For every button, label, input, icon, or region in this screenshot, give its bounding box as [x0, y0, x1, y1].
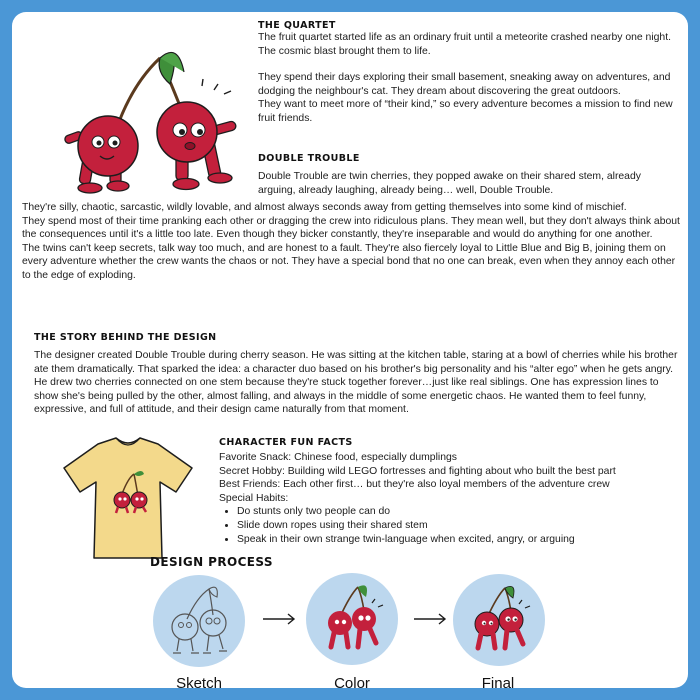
quartet-section [258, 20, 678, 126]
double-trouble-paragraph: The twins can't keep secrets, talk way too much, and are honest to a fault. They're also fiercely loyal to Little Blue and Big B, joining them on every adventure whether the crew wants the chaos or not. They have a special bond that no one can break, even when they annoy each other to the edge of exploding. [22, 242, 676, 281]
story-paragraph: The designer created Double Trouble during cherry season. He was sitting at the kitchen table, staring at a bowl of cherries while his brother ate them dramatically. That sparked the idea: a character duo based on his brother's big personality and his “alter ego” when he gets angry. [34, 350, 678, 375]
design-process-heading: DESIGN PROCESS [150, 555, 273, 569]
story-section [34, 332, 680, 417]
final-cherries-icon [453, 574, 545, 666]
double-trouble-heading-block [258, 153, 678, 197]
habit-item: • Slide down ropes using their shared stem [237, 519, 681, 533]
fun-fact-line: Secret Hobby: Building wild LEGO fortresses and fighting about who built the best part [219, 465, 616, 477]
color-cherries-icon [306, 573, 398, 665]
double-trouble-intro: Double Trouble are twin cherries, they popped awake on their shared stem, already arguing, already laughing, already being… well, Double Trouble. [258, 171, 641, 196]
fun-facts-section [219, 437, 681, 546]
fun-fact-line: Special Habits: [219, 492, 289, 504]
color-label: Color [334, 675, 370, 688]
habit-item: • Speak in their own strange twin-language when excited, angry, or arguing [237, 533, 681, 547]
sketch-label: Sketch [176, 675, 222, 688]
special-habits-list [219, 505, 681, 546]
fun-fact-line: Favorite Snack: Chinese food, especially dumplings [219, 452, 457, 463]
double-trouble-heading: DOUBLE TROUBLE [258, 153, 360, 164]
sketch-stage-circle [153, 575, 245, 667]
final-label: Final [481, 675, 515, 688]
habit-item: • Do stunts only two people can do [237, 505, 681, 519]
story-heading: THE STORY BEHIND THE DESIGN [34, 332, 217, 343]
quartet-paragraph: They want to meet more of “their kind,” so every adventure becomes a mission to find new fruit friends. [258, 99, 673, 124]
arrow-right-icon [412, 612, 450, 626]
sketch-cherries-icon [153, 575, 245, 667]
arrow-right-icon [261, 612, 299, 626]
story-paragraph: He drew two cherries connected on one stem because they're stuck together forever…just like real siblings. One has expression lines to show she's being pulled by the other, almost falling, and always in the middle of some energetic chaos. He wanted them to feel funny, expressive, and full of attitude, and their design came naturally from that moment. [34, 377, 659, 416]
tshirt-illustration [58, 434, 198, 564]
color-stage-circle [306, 573, 398, 665]
double-trouble-paragraph: They spend most of their time pranking each other or dragging the crew into ridiculous plans. They mean well, but they don't always think about the consequences until it's a little too late. Even though they bicker constantly, they're inseparable and would do anything for one another. [22, 215, 680, 241]
double-trouble-paragraph: They're silly, chaotic, sarcastic, wildly lovable, and almost always seconds away from getting themselves into some kind of mischief. [22, 202, 627, 213]
quartet-paragraph: The fruit quartet started life as an ordinary fruit until a meteorite crashed nearby one night. The cosmic blast brought them to life. [258, 32, 671, 57]
cherry-twins-illustration [52, 36, 247, 216]
quartet-paragraph: They spend their days exploring their small basement, sneaking away on adventures, and dodging the neighbour's cat. They dream about discovering the great outdoors. [258, 72, 671, 97]
double-trouble-body [22, 201, 680, 283]
fun-facts-heading: CHARACTER FUN FACTS [219, 437, 353, 448]
quartet-heading: THE QUARTET [258, 20, 336, 31]
content-card [12, 12, 688, 688]
fun-fact-line: Best Friends: Each other first… but they're also loyal members of the adventure crew [219, 479, 610, 491]
final-stage-circle [453, 574, 545, 666]
